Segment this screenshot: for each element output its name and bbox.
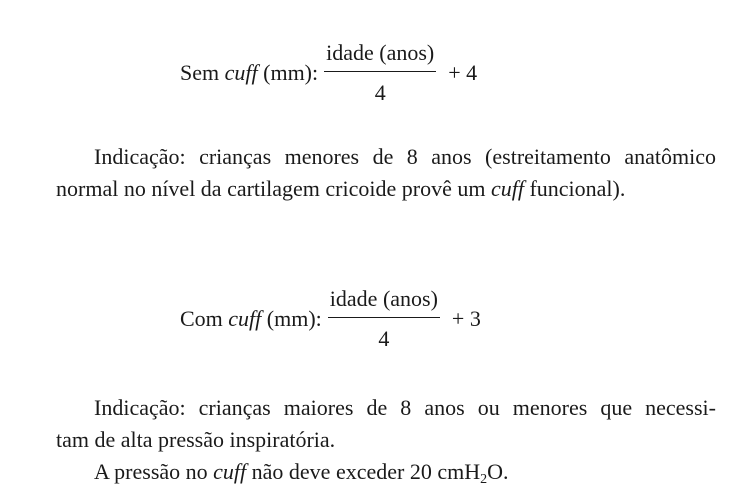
text-line — [56, 173, 716, 205]
text-line: Indicação: crianças menores de 8 anos (estreitamento anatômico — [94, 144, 716, 169]
formula-addend: + 4 — [448, 60, 478, 85]
cuff-term: cuff — [228, 306, 262, 331]
subscript: 2 — [480, 472, 488, 487]
fraction-numerator: idade (anos) — [328, 288, 440, 318]
cuff-term: cuff — [224, 60, 258, 85]
formula-prefix: Com — [180, 306, 223, 331]
cuff-pressure-note — [56, 456, 716, 488]
formula-addend: + 3 — [451, 306, 481, 331]
formula-unit: (mm): — [263, 60, 319, 85]
cuff-term: cuff — [490, 176, 524, 201]
fraction-denominator: 4 — [374, 80, 386, 105]
formula-cuffed — [180, 288, 481, 350]
text-segment: A pressão no — [94, 459, 208, 484]
fraction-numerator: idade (anos) — [324, 42, 436, 72]
text-segment: normal no nível da cartilagem cricoide provê um — [56, 176, 486, 201]
fraction — [324, 42, 436, 104]
text-line: Indicação: crianças maiores de 8 anos ou menores que necessi- — [94, 395, 716, 420]
formula-uncuffed — [180, 42, 477, 104]
formula-prefix: Sem — [180, 60, 220, 85]
indication-cuffed — [56, 392, 716, 488]
formula-unit: (mm): — [266, 306, 322, 331]
fraction-denominator: 4 — [378, 326, 390, 351]
text-segment: não deve exceder 20 cmH — [251, 459, 481, 484]
indication-uncuffed — [56, 141, 716, 205]
text-line: tam de alta pressão inspiratória. — [56, 427, 336, 452]
fraction — [328, 288, 440, 350]
text-segment: funcional). — [529, 176, 626, 201]
cuff-term: cuff — [213, 459, 247, 484]
text-segment: O. — [487, 459, 509, 484]
